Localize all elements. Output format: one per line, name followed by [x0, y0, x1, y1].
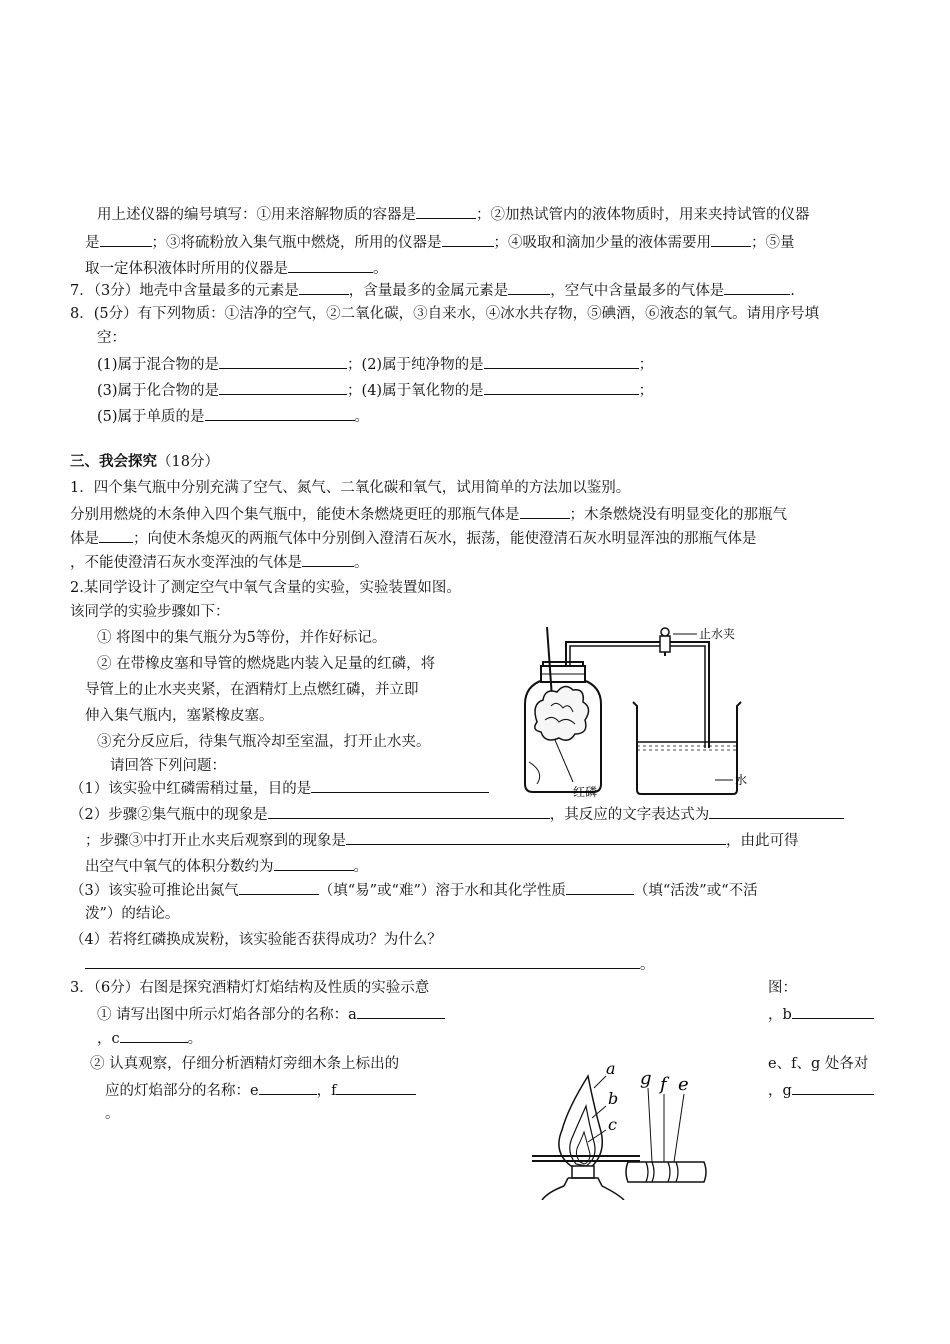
answer-blank[interactable]: [566, 880, 634, 895]
q8-line2: 空：: [97, 330, 126, 346]
q8-line1: 8．(5分）有下列物质：①洁净的空气，②二氧化碳，③自来水，④冰水共存物，⑤碘酒，⑥液态的氧气。请用序号填: [70, 306, 820, 322]
answer-blank[interactable]: [311, 778, 489, 793]
label-water: 水: [735, 773, 748, 787]
answer-blank[interactable]: [416, 204, 476, 219]
answer-blank[interactable]: [346, 830, 726, 845]
label-phosphorus: 红磷: [573, 785, 598, 799]
answer-blank[interactable]: [205, 406, 355, 421]
answer-blank[interactable]: [219, 380, 347, 395]
p2-step2c: 伸入集气瓶内，塞紧橡皮塞。: [85, 708, 274, 724]
answer-blank[interactable]: [520, 504, 570, 519]
p3-line2: ① 请写出图中所示灯焰各部分的名称：a: [97, 1004, 445, 1025]
answer-blank[interactable]: [239, 880, 319, 895]
answer-blank[interactable]: [100, 232, 152, 247]
answer-blank[interactable]: [336, 1080, 416, 1095]
answer-blank[interactable]: [357, 1004, 445, 1019]
answer-blank[interactable]: [442, 232, 494, 247]
p3-line1-right: 图：: [768, 980, 797, 996]
p1-line4: ，不能使澄清石灰水变浑浊的气体是 。: [70, 552, 369, 573]
answer-blank[interactable]: [792, 1004, 874, 1019]
answer-blank[interactable]: [484, 380, 639, 395]
q8-item-5: (5)属于单质的是 。: [97, 406, 369, 427]
p1-line3: 体是 ；向使木条熄灭的两瓶气体中分别倒入澄清石灰水，振荡，能使澄清石灰水明显浑浊的那瓶气体是: [70, 528, 757, 549]
marked-stick: [626, 1162, 706, 1182]
p1-line1: 1．四个集气瓶中分别充满了空气、氮气、二氧化碳和氧气，试用简单的方法加以鉴别。: [70, 480, 631, 496]
flame-figure: [528, 1058, 718, 1200]
p2-step3: ③充分反应后，待集气瓶冷却至室温，打开止水夹。: [97, 734, 431, 750]
answer-blank[interactable]: [724, 280, 790, 295]
answer-blank[interactable]: [288, 258, 373, 273]
p3-line4: ② 认真观察，仔细分析酒精灯旁细木条上标出的: [90, 1056, 400, 1072]
label-f: f: [660, 1074, 667, 1095]
label-e: e: [678, 1074, 689, 1095]
q8-item-1-2: (1)属于混合物的是 ；(2)属于纯净物的是 ；: [97, 354, 653, 375]
p3-line1: 3．（6分）右图是探究酒精灯灯焰结构及性质的实验示意: [70, 980, 430, 996]
p2-step2b: 导管上的止水夹夹紧，在酒精灯上点燃红磷，并立即: [85, 682, 419, 698]
p2-step2a: ② 在带橡皮塞和导管的燃烧匙内装入足量的红磷，将: [97, 656, 436, 672]
label-g: g: [640, 1068, 652, 1089]
p2-step1: ① 将图中的集气瓶分为5等份，并作好标记。: [97, 630, 387, 646]
p2-line1: 2.某同学设计了测定空气中氧气含量的实验，实验装置如图。: [70, 580, 461, 596]
answer-blank[interactable]: [268, 804, 550, 819]
answer-blank[interactable]: [85, 954, 640, 969]
p2-q4: （4）若将红磷换成炭粉，该实验能否获得成功？为什么？: [70, 932, 442, 948]
p2-q3-line1: （3）该实验可推论出氮气 （填“易”或“难”）溶于水和其化学性质 （填“活泼”或“不活: [70, 880, 758, 901]
flame-core: [576, 1132, 590, 1164]
p2-q4-answer: 。: [85, 954, 655, 975]
p3-line2-right: ，b: [768, 1004, 874, 1025]
q8-item-3-4: (3)属于化合物的是 ；(4)属于氧化物的是 ；: [97, 380, 653, 401]
white-smoke: [535, 686, 589, 740]
p3-line5: 应的灯焰部分的名称：e ，f: [105, 1080, 416, 1101]
p2-q1: （1）该实验中红磷需稍过量，目的是: [70, 778, 489, 799]
p1-line2: 分别用燃烧的木条伸入四个集气瓶中，能使木条燃烧更旺的那瓶气体是 ；木条燃烧没有明显变化的那瓶气: [70, 504, 787, 525]
q6-line2: 是 ；③将硫粉放入集气瓶中燃烧，所用的仪器是 ；④吸取和滴加少量的液体需要用 ；⑤量: [85, 232, 795, 253]
answer-blank[interactable]: [120, 1028, 188, 1043]
section-heading: 三、我会探究（18分）: [70, 453, 219, 470]
label-b: b: [608, 1089, 619, 1108]
answer-blank[interactable]: [259, 1080, 317, 1095]
answer-blank[interactable]: [508, 280, 550, 295]
p3-line4-right: e、f、g 处各对: [768, 1056, 869, 1072]
q7: 7．（3分）地壳中含量最多的元素是 ，含量最多的金属元素是 ，空气中含量最多的气体是 .: [70, 280, 795, 301]
p2-q2-line2: ；步骤③中打开止水夹后观察到的现象是 ，由此可得: [85, 830, 799, 851]
label-clamp: 止水夹: [699, 627, 736, 641]
answer-blank[interactable]: [299, 280, 349, 295]
p3-line6: 。: [105, 1106, 120, 1122]
p3-line5-right: ，g: [768, 1080, 874, 1101]
alcohol-lamp: [572, 1166, 594, 1178]
p3-line3: ，c 。: [97, 1028, 202, 1049]
label-c: c: [608, 1115, 617, 1134]
answer-blank[interactable]: [792, 1080, 874, 1095]
answer-blank[interactable]: [99, 528, 133, 543]
p2-ask: 请回答下列问题：: [110, 758, 226, 774]
answer-blank[interactable]: [709, 804, 844, 819]
oxygen-experiment-figure: [515, 622, 760, 807]
answer-blank[interactable]: [274, 856, 354, 871]
clamp-icon: [660, 636, 670, 652]
answer-blank[interactable]: [302, 552, 354, 567]
p2-line2: 该同学的实验步骤如下：: [70, 604, 230, 620]
answer-blank[interactable]: [711, 232, 751, 247]
p2-q2-line1: （2）步骤②集气瓶中的现象是 ，其反应的文字表达式为: [70, 804, 844, 825]
p2-q2-line3: 出空气中氧气的体积分数约为 。: [85, 856, 368, 877]
q6-line3: 取一定体积液体时所用的仪器是 。: [85, 258, 388, 279]
p2-q3-line2: 泼”）的结论。: [85, 906, 180, 922]
answer-blank[interactable]: [219, 354, 347, 369]
answer-blank[interactable]: [484, 354, 639, 369]
q6-line1: 用上述仪器的编号填写：①用来溶解物质的容器是 ；②加热试管内的液体物质时，用来夹持试管的仪器: [97, 204, 810, 225]
label-a: a: [606, 1059, 616, 1078]
